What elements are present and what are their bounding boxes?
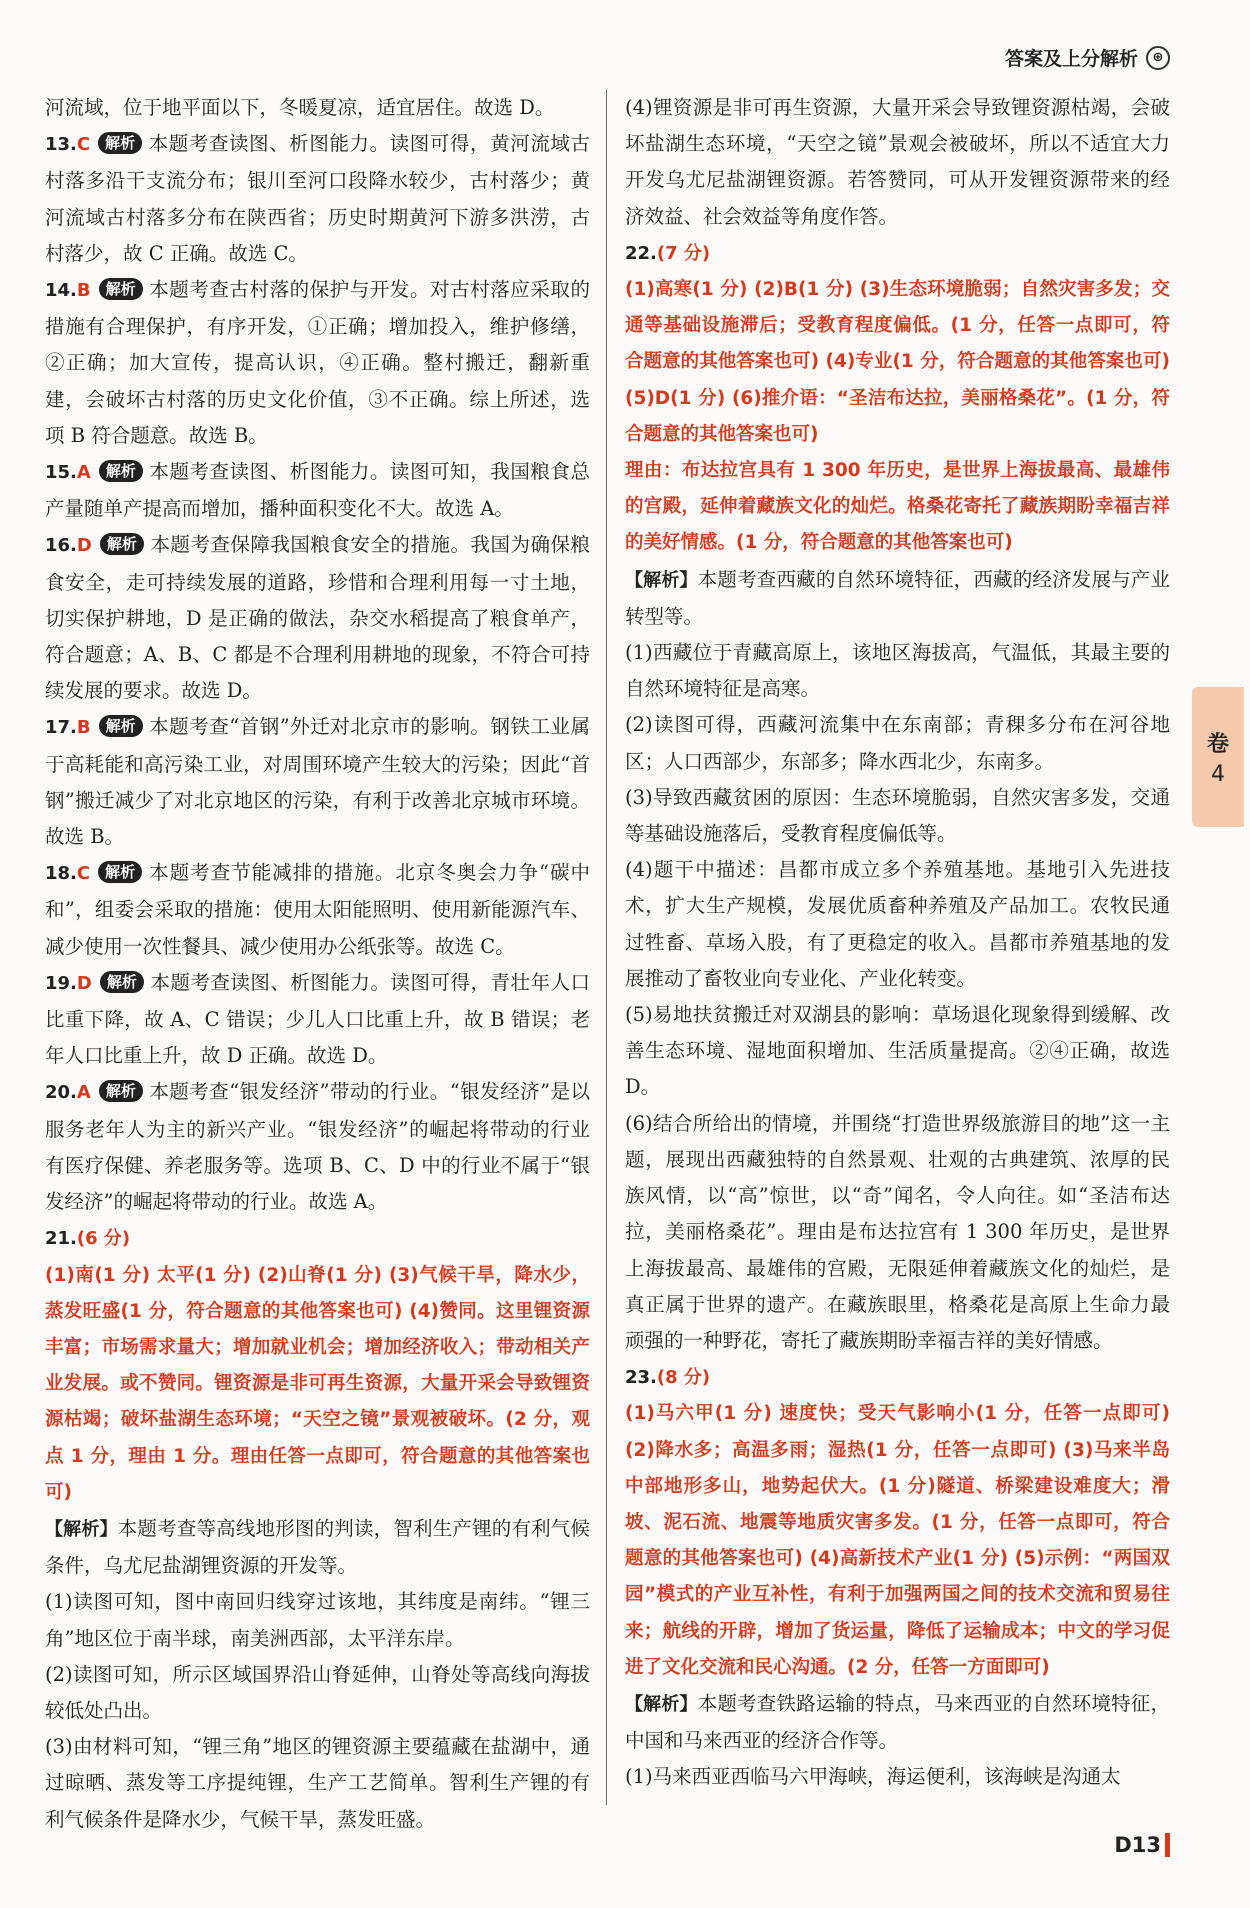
page-footer [1114,1833,1170,1857]
analysis-tag: 解析 [100,971,144,993]
question-14: 14.B 解析 本题考查古村落的保护与开发。对古村落应采取的措施有合理保护，有序开发，①正确；增加投入，维护修缮，②正确；加大宣传，提高认识，④正确。整村搬迁，翻新重建，会破坏古村落的历史文化价值，③不正确。综上所述，选项 B 符合题意。故选 B。 [45,278,590,447]
answer-letter: D [76,535,92,557]
analysis-paragraph: (2)读图可得，西藏河流集中在东南部；青稞多分布在河谷地区；人口西部少，东部多；降水西北少，东南多。 [625,713,1170,773]
question-22-reason: 理由：布达拉宫具有 1 300 年历史，是世界上海拔最高、最雄伟的宫殿，延伸着藏族文化的灿烂。格桑花寄托了藏族期盼幸福吉祥的美好情感。(1 分，符合题意的其他答案也可) [625,460,1170,554]
left-column [45,90,590,1838]
page-number: D13 [1114,1833,1161,1857]
analysis-paragraph: (2)读图可知，所示区域国界沿山脊延伸，山脊处等高线向海拔较低处凸出。 [45,1662,590,1722]
question-21-answer: (1)南(1 分) 太平(1 分) (2)山脊(1 分) (3)气候干旱，降水少，蒸发旺盛(1 分，符合题意的其他答案也可) (4)赞同。这里锂资源丰富；市场需求量大；增加就业机会；增加经济收入；带动相关产业发展。或不赞同。锂资源是非可再生资源，大量开采会导致锂资源枯竭；破坏盐湖生态环境；“天空之镜”景观被破坏。(2 分，观点 1 分，理由 1 分。理由任答一点即可，符合题意的其他答案也可) [45,1264,590,1503]
analysis-paragraph: (6)结合所给出的情境，并围绕“打造世界级旅游目的地”这一主题，展现出西藏独特的自然景观、壮观的古典建筑、浓厚的民族风情，以“高”惊世，以“奇”闻名，令人向往。如“圣洁布达拉，美丽格桑花”。理由是布达拉宫有 1 300 年历史，是世界上海拔最高、最雄伟的宫殿，无限延伸着藏族文化的灿烂，是真正属于世界的遗产。在藏族眼里，格桑花是高原上生命力最顽强的一种野花，寄托了藏族期盼幸福吉祥的美好情感。 [625,1111,1170,1352]
analysis-paragraph: (1)西藏位于青藏高原上，该地区海拔高，气温低，其最主要的自然环境特征是高寒。 [625,641,1170,701]
analysis-paragraph: (1)读图可知，图中南回归线穿过该地，其纬度是南纬。“锂三角”地区位于南半球，南美洲西部，太平洋东岸。 [45,1590,590,1650]
analysis-paragraph: (1)马来西亚西临马六甲海峡，海运便利，该海峡是沟通太 [625,1765,1121,1789]
column-divider [606,90,607,1805]
question-23-analysis: 【解析】本题考查铁路运输的特点，马来西亚的自然环境特征，中国和马来西亚的经济合作等。 [625,1691,1170,1753]
answer-letter: A [76,1082,91,1104]
answer-letter: A [76,462,91,484]
analysis-tag: 解析 [98,861,142,883]
question-15: 15.A 解析 本题考查读图、析图能力。读图可知，我国粮食总产量随单产提高而增加，播种面积变化不大。故选 A。 [45,460,590,521]
answer-letter: C [76,134,91,156]
answer-letter: B [76,717,91,739]
analysis-tag: 解析 [98,132,142,154]
answer-letter: B [76,280,91,302]
page-header [1005,44,1170,71]
analysis-paragraph: (3)导致西藏贫困的原因：生态环境脆弱，自然灾害多发，交通等基础设施落后，受教育程度偏低等。 [625,785,1170,846]
analysis-tag: 解析 [99,1080,143,1102]
analysis-paragraph: (3)由材料可知，“锂三角”地区的锂资源主要蕴藏在盐湖中，通过晾晒、蒸发等工序提纯锂，生产工艺简单。智利生产锂的有利气候条件是降水少，气候干旱，蒸发旺盛。 [45,1735,590,1831]
question-21-heading: 21.(6 分) [45,1228,131,1250]
analysis-tag: 解析 [99,460,143,482]
answer-letter: C [76,863,91,885]
question-16: 16.D 解析 本题考查保障我国粮食安全的措施。我国为确保粮食安全，走可持续发展的道路，珍惜和合理利用每一寸土地，切实保护耕地，D 是正确的做法，杂交水稻提高了粮食单产，符合题意；A、B、C 都是不合理利用耕地的现象，不符合可持续发展的要求。故选 D。 [45,533,590,703]
question-19: 19.D 解析 本题考查读图、析图能力。读图可得，青壮年人口比重下降，故 A、C 错误；少儿人口比重上升，故 B 错误；老年人口比重上升，故 D 正确。故选 D。 [45,970,590,1068]
question-17: 17.B 解析 本题考查“首钢”外迁对北京市的影响。钢铁工业属于高耗能和高污染工业，对周围环境产生较大的污染；因此“首钢”搬迁减少了对北京地区的污染，有利于改善北京城市环境。故选 B。 [45,715,590,849]
analysis-paragraph: (4)题干中描述：昌都市成立多个养殖基地。基地引入先进技术，扩大生产规模，发展优质畜种养殖及产品加工。农牧民通过牲畜、草场入股，有了更稳定的收入。昌都市养殖基地的发展推动了畜牧业向专业化、产业化转变。 [625,858,1170,990]
right-column [625,90,1170,1796]
question-20: 20.A 解析 本题考查“银发经济”带动的行业。“银发经济”是以服务老年人为主的新兴产业。“银发经济”的崛起将带动的行业有医疗保健、养老服务等。选项 B、C、D 中的行业不属于“银发经济”的崛起将带动的行业。故选 A。 [45,1080,590,1214]
question-score: (7 分) [656,242,711,264]
analysis-tag: 解析 [99,715,143,737]
question-score: (8 分) [656,1367,711,1389]
question-23-heading: 23.(8 分) [625,1367,711,1389]
answer-letter: D [76,972,92,994]
footer-accent-bar [1165,1833,1170,1857]
volume-side-tab: 卷 4 [1192,687,1244,827]
globe-icon: ⊕ [1146,46,1170,70]
question-22-analysis: 【解析】本题考查西藏的自然环境特征，西藏的经济发展与产业转型等。 [625,567,1170,628]
analysis-paragraph: (5)易地扶贫搬迁对双湖县的影响：草场退化现象得到缓解、改善生态环境、湿地面积增加、生活质量提高。②④正确，故选 D。 [625,1003,1170,1099]
question-22-heading: 22.(7 分) [625,242,711,264]
question-score: (6 分) [76,1228,131,1250]
carryover-text: (4)锂资源是非可再生资源，大量开采会导致锂资源枯竭，会破坏盐湖生态环境，“天空之镜”景观会被破坏，所以不适宜大力开发乌尤尼盐湖锂资源。若答赞同，可从开发锂资源带来的经济效益、社会效益等角度作答。 [625,96,1170,228]
question-23-answer: (1)马六甲(1 分) 速度快；受天气影响小(1 分，任答一点即可) (2)降水多；高温多雨；湿热(1 分，任答一点即可) (3)马来半岛中部地形多山，地势起伏大。(1 分)隧道、桥梁建设难度大；滑坡、泥石流、地震等地质灾害多发。(1 分，任答一点即可，符合题意的其他答案也可) (4)高新技术产业(1 分) (5)示例：“两国双园”模式的产业互补性，有利于加强两国之间的技术交流和贸易往来；航线的开辟，增加了货运量，降低了运输成本；中文的学习促进了文化交流和民心沟通。(2 分，任答一方面即可) [625,1403,1170,1678]
question-18: 18.C 解析 本题考查节能减排的措施。北京冬奥会力争“碳中和”，组委会采取的措施：使用太阳能照明、使用新能源汽车、减少使用一次性餐具、减少使用办公纸张等。故选 C。 [45,861,590,958]
header-title: 答案及上分解析 [1004,48,1138,70]
carryover-text: 河流域，位于地平面以下，冬暖夏凉，适宜居住。故选 D。 [45,96,555,119]
analysis-tag: 解析 [99,278,143,300]
question-22-answer: (1)高寒(1 分) (2)B(1 分) (3)生态环境脆弱；自然灾害多发；交通等基础设施滞后；受教育程度偏低。(1 分，任答一点即可，符合题意的其他答案也可) (4)专业(1 分，符合题意的其他答案也可) (5)D(1 分) (6)推介语：“圣洁布达拉，美丽格桑花”。(1 分，符合题意的其他答案也可) [625,279,1170,445]
question-21-analysis: 【解析】本题考查等高线地形图的判读，智利生产锂的有利气候条件，乌尤尼盐湖锂资源的开发等。 [45,1516,590,1578]
analysis-tag: 解析 [100,533,144,555]
question-13: 13.C 解析 本题考查读图、析图能力。读图可得，黄河流域古村落多沿干支流分布；银川至河口段降水较少，古村落少；黄河流域古村落多分布在陕西省；历史时期黄河下游多洪涝，古村落少，故 C 正确。故选 C。 [45,132,590,265]
